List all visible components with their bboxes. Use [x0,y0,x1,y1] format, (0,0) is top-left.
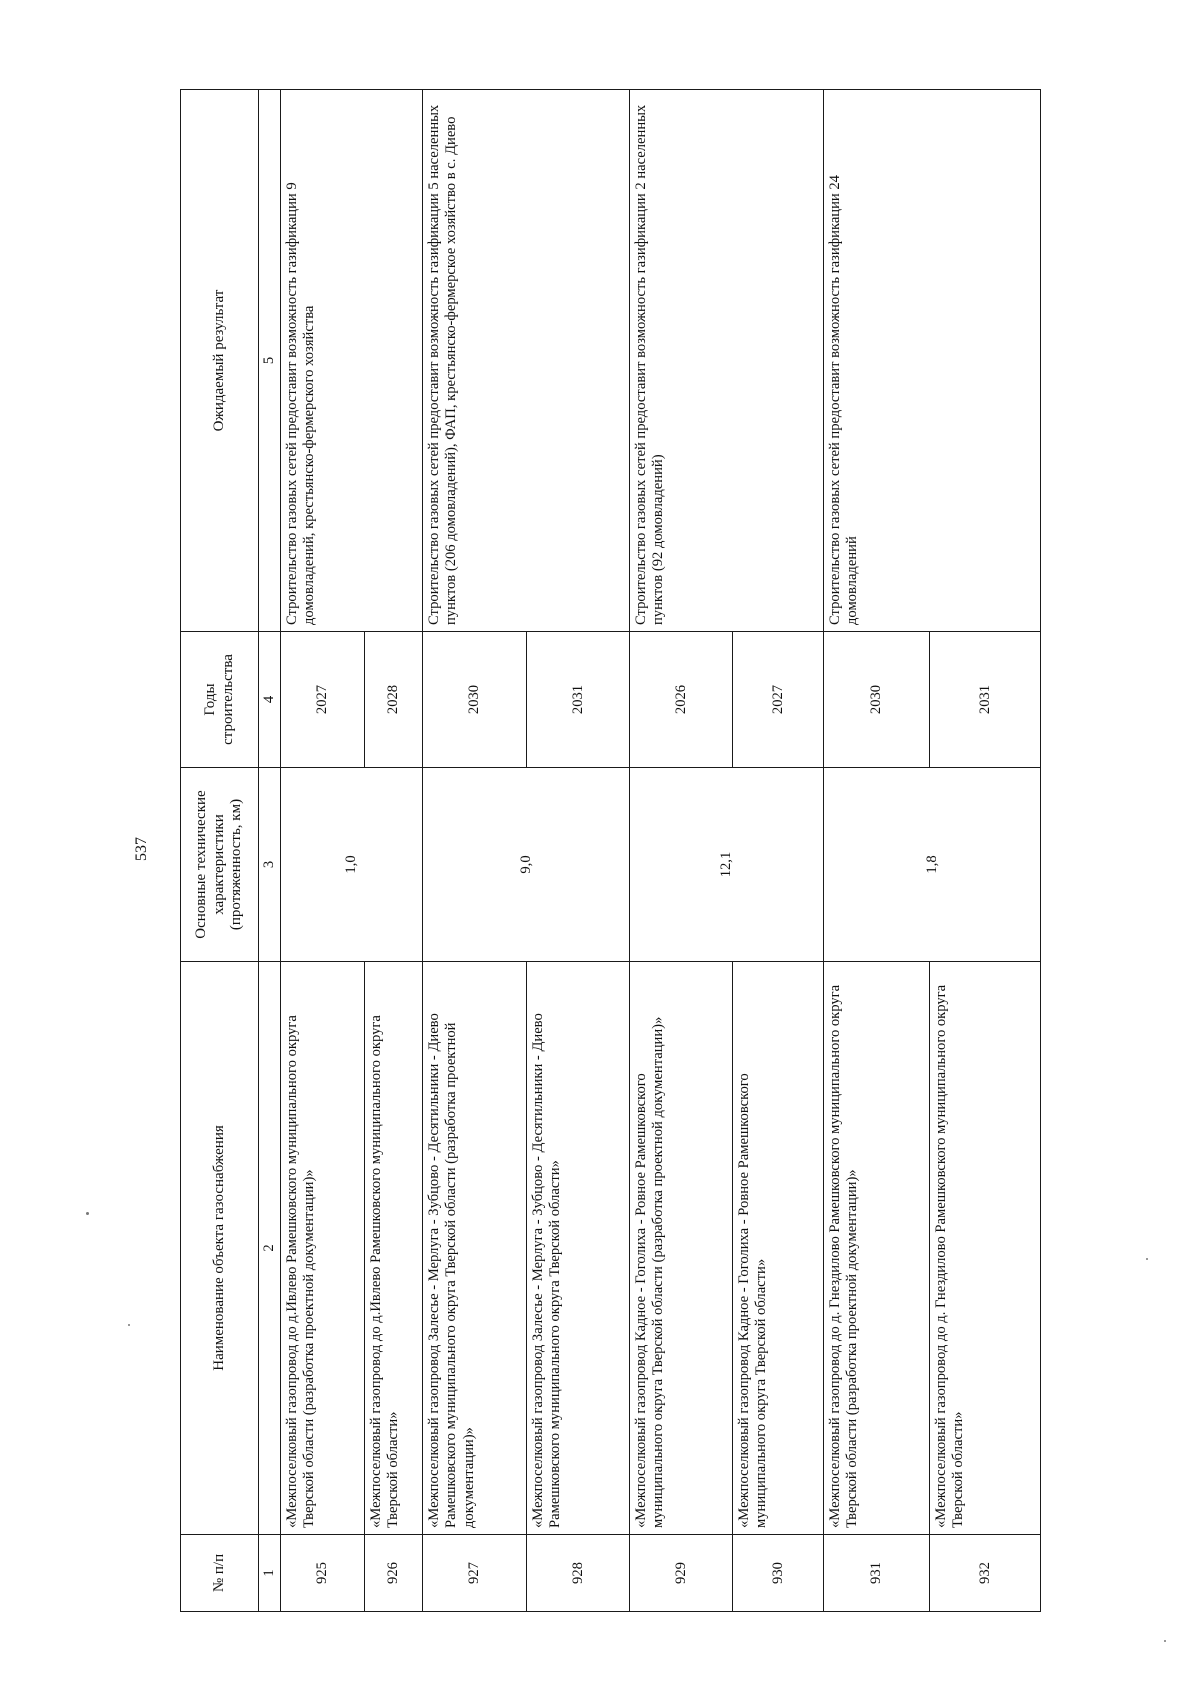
row-number: 926 [365,1535,423,1612]
scan-speck [128,1324,130,1326]
length-km: 1,0 [281,768,423,962]
row-number: 930 [733,1535,824,1612]
table-row [281,90,365,1612]
table-row [824,90,930,1612]
table-row [423,90,527,1612]
row-number: 932 [930,1535,1041,1612]
length-km: 12,1 [630,768,824,962]
row-number: 929 [630,1535,733,1612]
scan-speck [1146,1258,1148,1260]
construction-year: 2031 [527,632,630,768]
construction-year: 2030 [824,632,930,768]
object-name: «Межпоселковый газопровод до д.Ивлево Рамешковского муниципального округа Тверской области» [365,962,423,1535]
page-number: 537 [133,837,150,861]
column-number: 1 [259,1535,281,1612]
scan-speck [86,1212,89,1215]
header-years: Годы строительства [181,632,259,768]
construction-year: 2026 [630,632,733,768]
gas-supply-table [180,89,1041,1612]
column-number: 5 [259,90,281,632]
object-name: «Межпоселковый газопровод до д. Гнездилово Рамешковского муниципального округа Тверской области» [930,962,1041,1535]
expected-result: Строительство газовых сетей предоставит возможность газификации 5 населенных пунктов (206 домовладений), ФАП, крестьянско-фермерское хозяйство в с. Диево [423,90,630,632]
header-characteristics: Основные технические характеристики (протяженность, км) [181,768,259,962]
object-name: «Межпоселковый газопровод Залесье - Мерлуга - Зубцово - Десятильники - Диево Рамешковского муниципального округа Тверской области» [527,962,630,1535]
header-num: № п/п [181,1535,259,1612]
construction-year: 2031 [930,632,1041,768]
column-number: 2 [259,962,281,1535]
construction-year: 2030 [423,632,527,768]
length-km: 9,0 [423,768,630,962]
row-number: 931 [824,1535,930,1612]
column-number-row [259,90,281,1612]
construction-year: 2027 [281,632,365,768]
column-number: 3 [259,768,281,962]
expected-result: Строительство газовых сетей предоставит возможность газификации 9 домовладений, крестьянско-фермерского хозяйства [281,90,423,632]
table-row [630,90,733,1612]
object-name: «Межпоселковый газопровод Залесье - Мерлуга - Зубцово - Десятильники - Диево Рамешковского муниципального округа Тверской области (разработка проектной документации)» [423,962,527,1535]
object-name: «Межпоселковый газопровод до д.Ивлево Рамешковского муниципального округа Тверской области (разработка проектной документации)» [281,962,365,1535]
row-number: 927 [423,1535,527,1612]
scan-speck [1164,1640,1166,1642]
header-row [181,90,259,1612]
row-number: 925 [281,1535,365,1612]
expected-result: Строительство газовых сетей предоставит возможность газификации 24 домовладений [824,90,1041,632]
column-number: 4 [259,632,281,768]
expected-result: Строительство газовых сетей предоставит возможность газификации 2 населенных пунктов (92 домовладений) [630,90,824,632]
object-name: «Межпоселковый газопровод до д. Гнездилово Рамешковского муниципального округа Тверской области (разработка проектной документации)» [824,962,930,1535]
header-name: Наименование объекта газоснабжения [181,962,259,1535]
header-result: Ожидаемый результат [181,90,259,632]
object-name: «Межпоселковый газопровод Кадное - Гоголиха - Ровное Рамешковского муниципального округа Тверской области (разработка проектной документации)» [630,962,733,1535]
length-km: 1,8 [824,768,1041,962]
object-name: «Межпоселковый газопровод Кадное - Гоголиха - Ровное Рамешковского муниципального округа Тверской области» [733,962,824,1535]
construction-year: 2028 [365,632,423,768]
construction-year: 2027 [733,632,824,768]
row-number: 928 [527,1535,630,1612]
rotated-table-wrapper [180,90,1040,1612]
